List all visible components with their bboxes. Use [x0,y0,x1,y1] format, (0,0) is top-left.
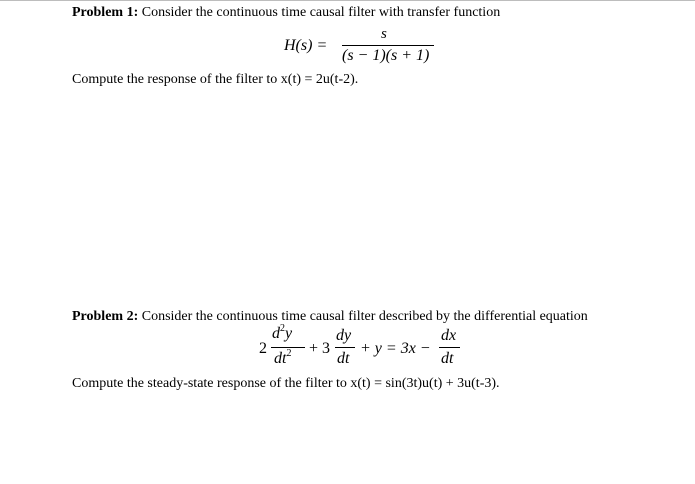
page-top-border [0,0,695,1]
transfer-function-lhs: H(s) = [284,37,328,54]
plus-3: + 3 [309,340,331,357]
dx-numerator: dx [441,327,457,344]
problem-2-question: Compute the steady-state response of the filter to x(t) = sin(3t)u(t) + 3u(t-3). [72,376,500,391]
transfer-function-denominator: (s − 1)(s + 1) [342,47,430,64]
first-derivative-numerator: dy [336,327,352,344]
first-derivative-denominator: dt [337,350,350,367]
dx-denominator: dt [441,350,454,367]
problem-2-heading [72,309,588,325]
equation-rest: + y = 3x − [360,340,431,357]
first-derivative-bar [335,347,355,348]
exponent-2-dt: 2 [286,348,292,359]
second-derivative-denominator [274,350,291,368]
problem-1-question: Compute the response of the filter to x(t) = 2u(t-2). [72,72,359,87]
problem-1-heading [72,5,500,21]
dt-symbol: dt [274,350,287,367]
problem-2-label: Problem 2: [72,309,139,324]
problem-1-label: Problem 1: [72,5,139,20]
y-variable: y [285,325,293,342]
dx-bar [439,347,460,348]
fraction-bar [342,45,434,46]
coefficient-2: 2 [259,340,267,357]
second-derivative-numerator [272,325,292,343]
exponent-2: 2 [280,323,285,334]
d-symbol: d [272,325,280,342]
transfer-function-numerator: s [381,26,387,42]
problem-2-statement: Consider the continuous time causal filter described by the differential equation [138,309,588,324]
problem-1-statement: Consider the continuous time causal filter with transfer function [138,5,501,20]
